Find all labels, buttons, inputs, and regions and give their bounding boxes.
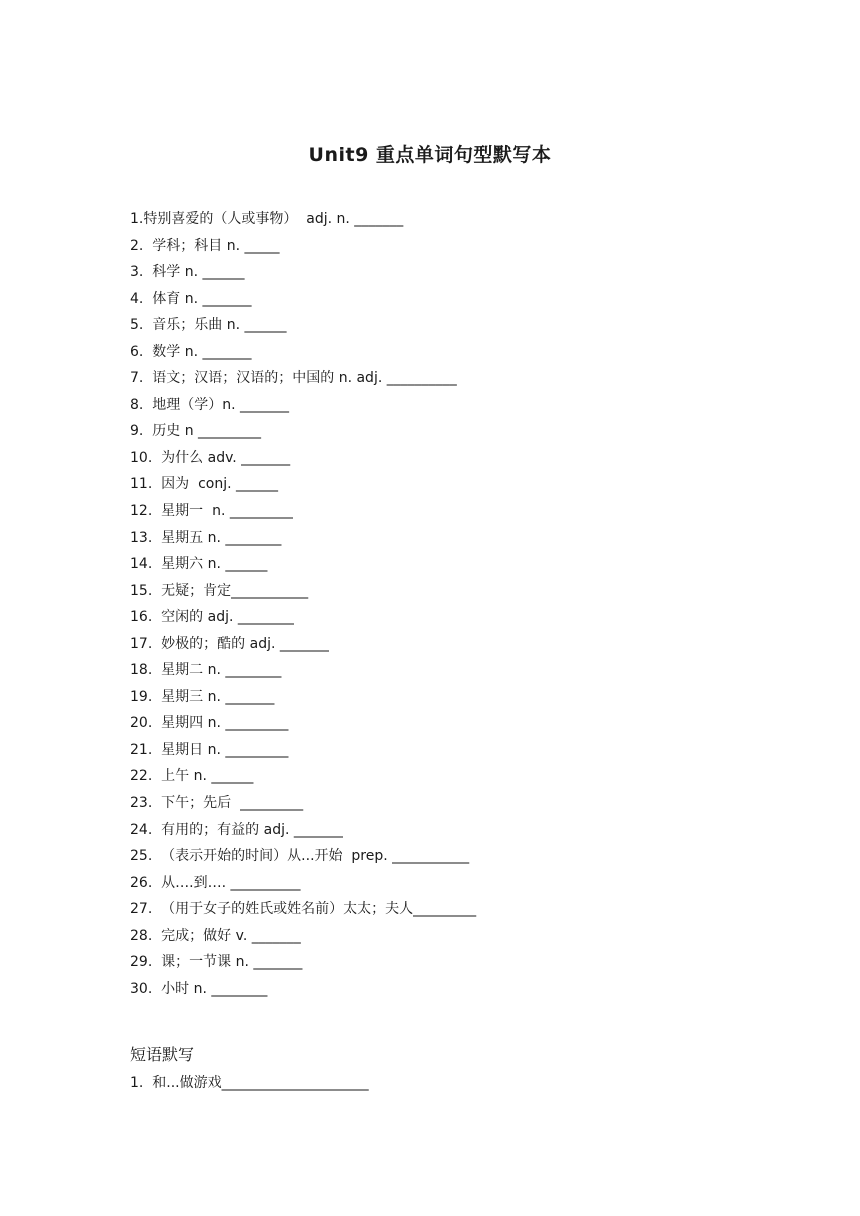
- vocab-item: 17. 妙极的；酷的 adj. _______: [130, 635, 329, 652]
- vocab-item: 20. 星期四 n. _________: [130, 715, 289, 732]
- vocab-item: 11. 因为 conj. ______: [130, 476, 278, 493]
- vocab-item: 25. （表示开始的时间）从...开始 prep. ___________: [130, 848, 470, 865]
- vocab-item: 21. 星期日 n. _________: [130, 741, 289, 758]
- vocab-item: 24. 有用的；有益的 adj. _______: [130, 821, 343, 838]
- vocab-item: 14. 星期六 n. ______: [130, 556, 268, 573]
- vocab-item: 1.特别喜爱的（人或事物） adj. n. _______: [130, 211, 404, 227]
- vocab-item: 16. 空闲的 adj. ________: [130, 609, 294, 626]
- phrase-list: [130, 1070, 369, 1096]
- vocab-item: 18. 星期二 n. ________: [130, 662, 282, 679]
- vocab-item: 13. 星期五 n. ________: [130, 529, 282, 546]
- vocab-item: 28. 完成；做好 v. _______: [130, 927, 301, 944]
- vocab-item: 27. （用于女子的姓氏或姓名前）太太；夫人_________: [130, 901, 477, 918]
- vocab-item: 9. 历史 n _________: [130, 423, 262, 440]
- vocab-item: 2. 学科；科目 n. _____: [130, 237, 280, 254]
- vocab-item: 22. 上午 n. ______: [130, 768, 254, 785]
- vocab-item: 4. 体育 n. _______: [130, 290, 252, 307]
- vocab-item: 3. 科学 n. ______: [130, 264, 245, 281]
- vocab-item: 23. 下午；先后 _________: [130, 795, 304, 812]
- page-title: Unit9 重点单词句型默写本: [308, 144, 552, 166]
- vocab-item: 15. 无疑；肯定___________: [130, 582, 309, 599]
- phrase-item: 1. 和...做游戏_____________________: [130, 1075, 369, 1091]
- vocab-item: 30. 小时 n. ________: [130, 980, 268, 997]
- vocab-item: 5. 音乐；乐曲 n. ______: [130, 317, 287, 334]
- vocab-item: 19. 星期三 n. _______: [130, 688, 275, 705]
- vocab-list: [130, 206, 476, 1002]
- vocab-item: 12. 星期一 n. _________: [130, 503, 293, 520]
- vocab-item: 7. 语文；汉语；汉语的；中国的 n. adj. __________: [130, 370, 457, 387]
- vocab-item: 6. 数学 n. _______: [130, 343, 252, 360]
- vocab-item: 29. 课；一节课 n. _______: [130, 954, 303, 971]
- phrases-section-title: 短语默写: [130, 1045, 195, 1064]
- vocab-item: 26. 从….到…. __________: [130, 874, 301, 891]
- vocab-item: 10. 为什么 adv. _______: [130, 449, 291, 466]
- vocab-item: 8. 地理（学）n. _______: [130, 396, 290, 413]
